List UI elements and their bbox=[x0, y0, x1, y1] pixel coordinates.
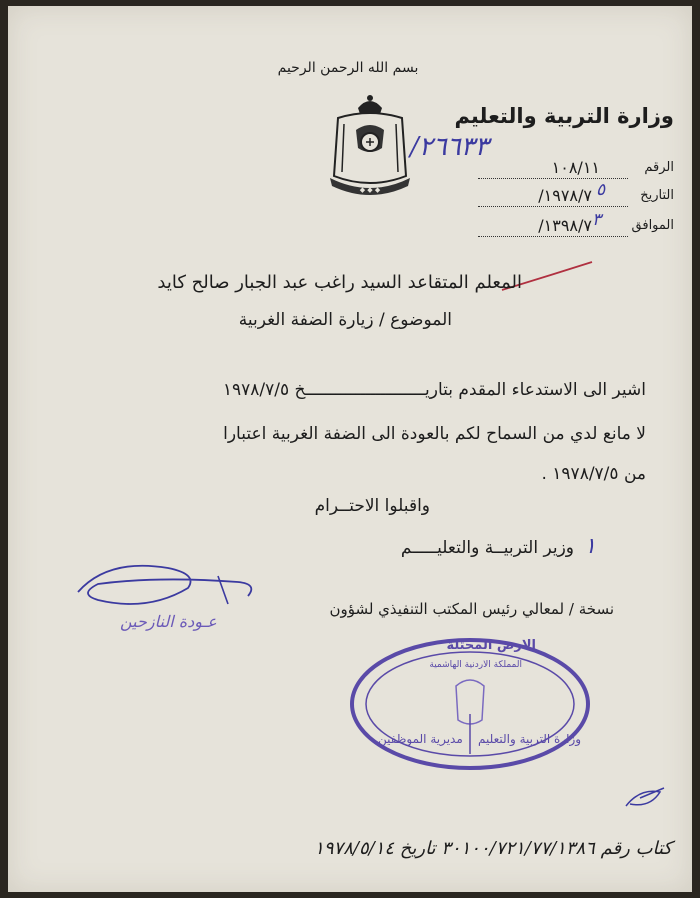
body-line-1: اشير الى الاستدعاء المقدم بتاريــــــــــــــــــــــــخ ١٩٧٨/٧/٥ bbox=[222, 380, 646, 400]
hijri-day-handwritten: ٣ bbox=[592, 210, 602, 230]
svg-text:◆ ◆ ◆: ◆ ◆ ◆ bbox=[359, 186, 381, 194]
stamp-line-2: المملكة الاردنية الهاشمية bbox=[429, 660, 522, 670]
stamp-top-text: الارض المحتلة bbox=[446, 638, 536, 653]
closing: واقبلوا الاحتــرام bbox=[314, 496, 430, 516]
number-label: الرقم bbox=[644, 160, 674, 175]
addressee: المعلم المتقاعد السيد راغب عبد الجبار صالح كايد bbox=[157, 272, 522, 293]
handwritten-reference: ٢٦٦٣٣/ bbox=[410, 132, 489, 162]
handwritten-mark: ١ bbox=[584, 534, 596, 559]
body-line-3: من ١٩٧٨/٧/٥ . bbox=[541, 464, 646, 484]
royal-emblem-icon bbox=[320, 90, 420, 202]
subject: الموضوع / زيارة الضفة الغربية bbox=[238, 310, 452, 330]
copy-note-handwritten: عـودة النازحين bbox=[120, 612, 217, 631]
scribble-icon bbox=[620, 782, 670, 812]
date-day-handwritten: ٥ bbox=[596, 180, 606, 200]
hijri-date-value: ١٣٩٨/٧/ bbox=[538, 216, 592, 235]
hijri-date-label: الموافق bbox=[631, 218, 674, 233]
date-dotted-line bbox=[478, 206, 628, 207]
document-page bbox=[8, 6, 692, 892]
hijri-dotted-line bbox=[478, 236, 628, 237]
stamp-bottom-text: مديرية الموظفين bbox=[378, 732, 463, 746]
signature-icon bbox=[68, 554, 268, 620]
date-value: ١٩٧٨/٧/ bbox=[538, 186, 592, 205]
number-dotted-line bbox=[478, 178, 628, 179]
body-line-2: لا مانع لدي من السماح لكم بالعودة الى الضفة الغربية اعتبارا bbox=[223, 424, 646, 444]
ministry-stamp bbox=[348, 634, 592, 774]
copy-note: نسخة / لمعالي رئيس المكتب التنفيذي لشؤون bbox=[329, 600, 614, 618]
signatory-title: وزير التربيــة والتعليـــــم bbox=[400, 538, 574, 558]
basmala: بسم الله الرحمن الرحيم bbox=[277, 60, 419, 76]
stamp-arc-text: وزارة التربية والتعليم bbox=[478, 732, 582, 746]
footer-reference: كتاب رقم ٣٠١٠٠/٧٢١/٧٧/١٣٨٦ تاريخ ١٩٧٨/٥/١٤ bbox=[314, 838, 672, 859]
ministry-title: وزارة التربية والتعليم bbox=[454, 104, 674, 128]
number-value: ١٠٨/١١ bbox=[551, 158, 600, 177]
stamp-outline-icon bbox=[348, 634, 592, 774]
date-label: التاريخ bbox=[640, 188, 674, 203]
